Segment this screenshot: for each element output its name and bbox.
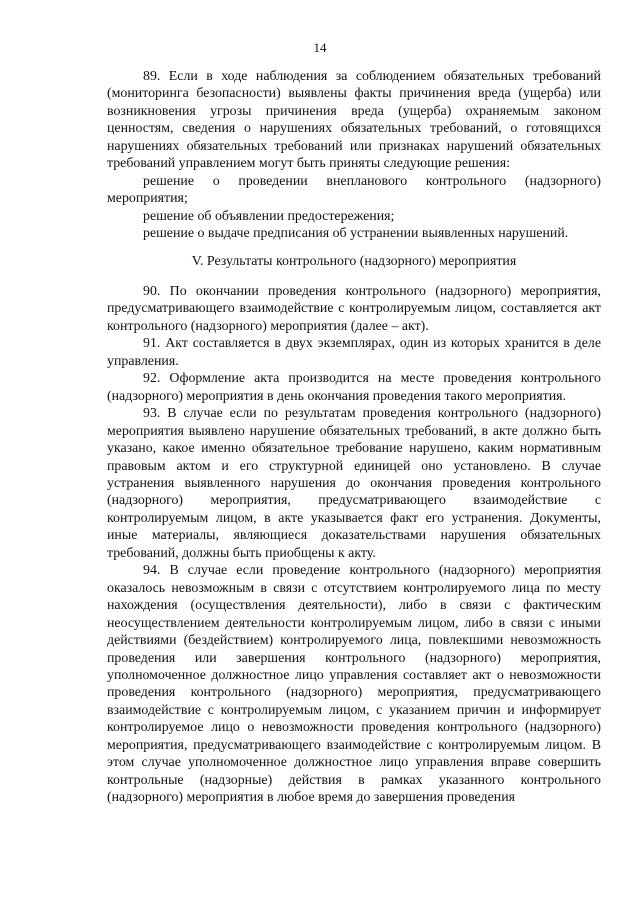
document-body bbox=[107, 68, 601, 807]
decision-warning: решение об объявлении предостережения; bbox=[143, 208, 395, 224]
paragraph-91: 91. Акт составляется в двух экземплярах, один из которых хранится в деле управления. bbox=[107, 336, 601, 369]
paragraph-94: 94. В случае если проведение контрольного (надзорного) мероприятия оказалось невозможным в связи с отсутствием контролируемого лица по месту нахождения (осуществления деятельности), либо в связи с фактическим неосуществлением деятельности контролируемым лицом, либо в связи с иными действиями (бездействием) контролируемого лица, повлекшими невозможность проведения или завершения контрольного (надзорного) мероприятия, уполномоченное должностное лицо управления составляет акт о невозможности проведения контрольного (надзорного) мероприятия, предусматривающего взаимодействие с контролируемым лицом, с указанием причин и информирует контролируемое лицо о невозможности проведения контрольного (надзорного) мероприятия, предусматривающего взаимодействие с контролируемым лицом. В этом случае уполномоченное должностное лицо управления вправе совершить контрольные (надзорные) действия в рамках указанного контрольного (надзорного) мероприятия в любое время до завершения проведения bbox=[107, 563, 601, 806]
paragraph-90: 90. По окончании проведения контрольного (надзорного) мероприятия, предусматривающего взаимодействие с контролируемым лицом, составляется акт контрольного (надзорного) мероприятия (далее – акт). bbox=[107, 283, 601, 334]
paragraph-89: 89. Если в ходе наблюдения за соблюдением обязательных требований (мониторинга безопасности) выявлены факты причинения вреда (ущерба) или возникновения угрозы причинения вреда (ущерба) охраняемым законом ценностям, сведения о нарушениях обязательных требований, о готовящихся нарушениях обязательных требований или признаках нарушений обязательных требований управлением могут быть приняты следующие решения: bbox=[107, 69, 601, 172]
paragraph-93: 93. В случае если по результатам проведения контрольного (надзорного) мероприятия выявлено нарушение обязательных требований, в акте должно быть указано, какое именно обязательное требование нарушено, каким нормативным правовым актом и его структурной единицей оно установлено. В случае устранения выявленного нарушения до окончания проведения контрольного (надзорного) мероприятия, предусматривающего взаимодействие с контролируемым лицом, в акте указывается факт его устранения. Документы, иные материалы, являющиеся доказательствами нарушения обязательных требований, должны быть приобщены к акту. bbox=[107, 406, 601, 561]
paragraph-92: 92. Оформление акта производится на месте проведения контрольного (надзорного) мероприятия в день окончания проведения такого мероприятия. bbox=[107, 371, 601, 404]
section-heading: V. Результаты контрольного (надзорного) мероприятия bbox=[191, 253, 517, 269]
page-number: 14 bbox=[313, 40, 327, 55]
decision-unscheduled-inspection: решение о проведении внепланового контрольного (надзорного) мероприятия; bbox=[107, 173, 601, 207]
decision-order: решение о выдаче предписания об устранении выявленных нарушений. bbox=[143, 226, 569, 242]
